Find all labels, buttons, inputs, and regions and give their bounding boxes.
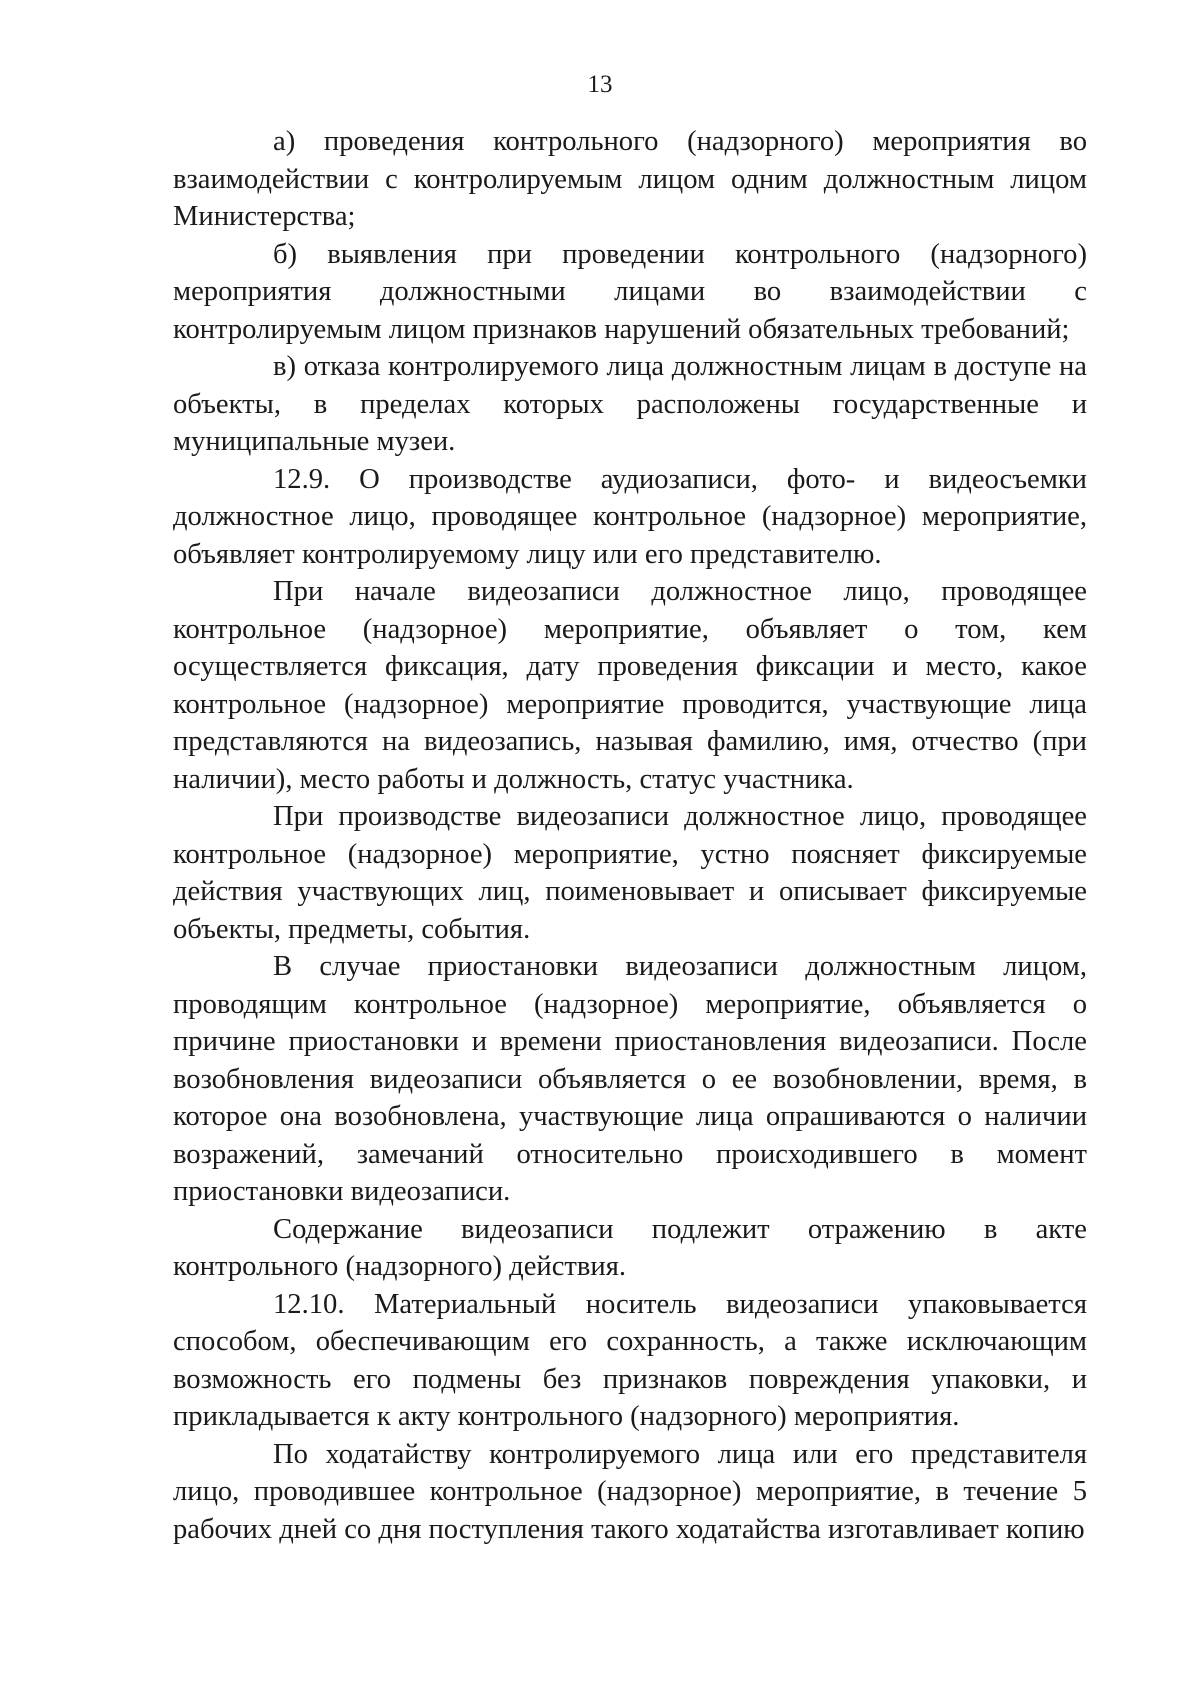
paragraph-petition: По ходатайству контролируемого лица или его представителя лицо, проводившее контрольное (надзорное) мероприятие, в течение 5 рабочих дней со дня поступления такого ходатайства изготавливает копию — [173, 1438, 1087, 1545]
paragraph-video-pause: В случае приостановки видеозаписи должностным лицом, проводящим контрольное (надзорное) мероприятие, объявляется о причине приостановки и времени приостановления видеозаписи. После возобновления видеозаписи объявляется о ее возобновлении, время, в которое она возобновлена, участвующие лица опрашиваются о наличии возражений, замечаний относительно происходившего в момент приостановки видеозаписи. — [173, 951, 1087, 1207]
paragraph-b: б) выявления при проведении контрольного (надзорного) мероприятия должностными лицами во взаимодействии с контролируемым лицом признаков нарушений обязательных требований; — [173, 238, 1087, 345]
paragraph-video-start: При начале видеозаписи должностное лицо, проводящее контрольное (надзорное) мероприятие, объявляет о том, кем осуществляется фиксация, дату проведения фиксации и место, какое контрольное (надзорное) мероприятие проводится, участвующие лица представляются на видеозапись, называя фамилию, имя, отчество (при наличии), место работы и должность, статус участника. — [173, 576, 1087, 795]
document-body — [173, 123, 1087, 1548]
paragraph-video-production: При производстве видеозаписи должностное лицо, проводящее контрольное (надзорное) мероприятие, устно поясняет фиксируемые действия участвующих лиц, поименовывает и описывает фиксируемые объекты, предметы, события. — [173, 801, 1087, 945]
page-number: 13 — [587, 71, 613, 98]
paragraph-video-content: Содержание видеозаписи подлежит отражению в акте контрольного (надзорного) действия. — [173, 1213, 1087, 1282]
paragraph-a: а) проведения контрольного (надзорного) мероприятия во взаимодействии с контролируемым лицом одним должностным лицом Министерства; — [173, 126, 1087, 232]
paragraph-12-10: 12.10. Материальный носитель видеозаписи упаковывается способом, обеспечивающим его сохранность, а также исключающим возможность его подмены без признаков повреждения упаковки, и прикладывается к акту контрольного (надзорного) мероприятия. — [173, 1288, 1087, 1432]
paragraph-v: в) отказа контролируемого лица должностным лицам в доступе на объекты, в пределах которых расположены государственные и муниципальные музеи. — [173, 351, 1087, 457]
paragraph-12-9: 12.9. О производстве аудиозаписи, фото- и видеосъемки должностное лицо, проводящее контрольное (надзорное) мероприятие, объявляет контролируемому лицу или его представителю. — [173, 463, 1087, 570]
